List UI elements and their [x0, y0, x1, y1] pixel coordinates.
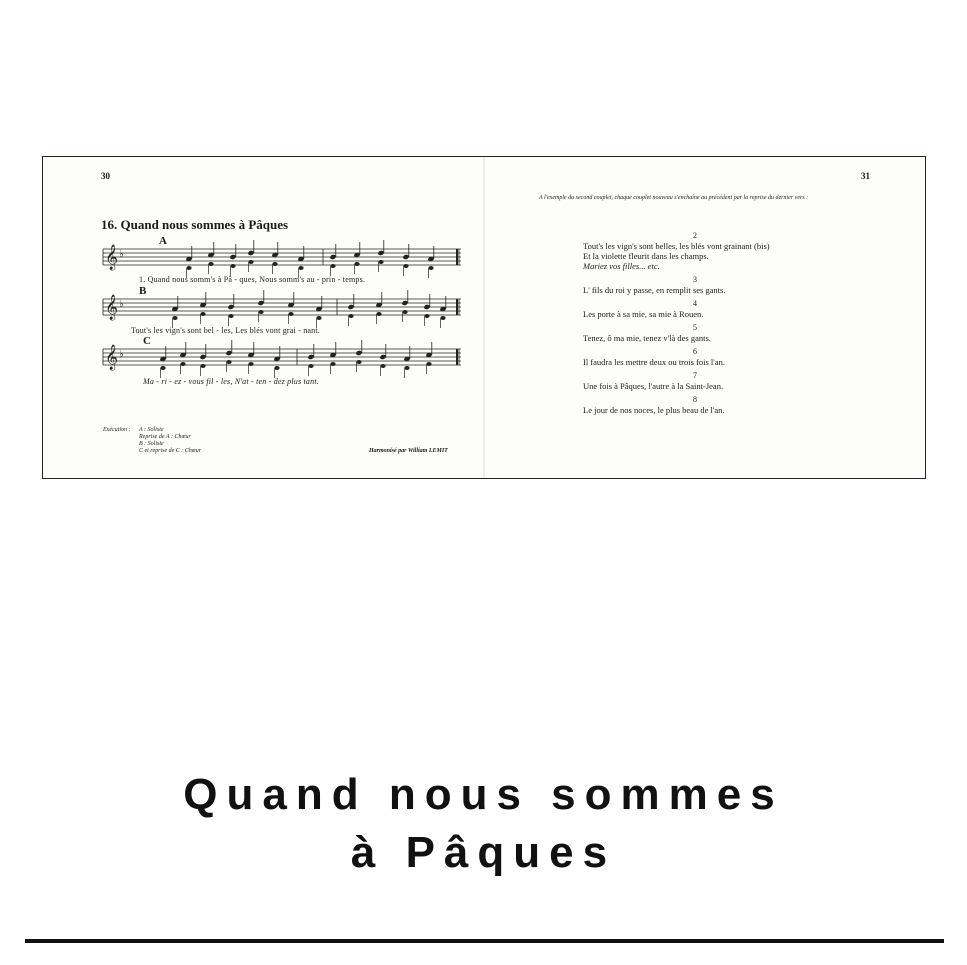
- staff-letter: C: [143, 335, 151, 347]
- treble-clef-icon: 𝄞: [105, 295, 119, 320]
- verse-line: Tenez, ô ma mie, tenez v'là des gants.: [583, 333, 711, 343]
- verse-line: L' fils du roi y passe, en remplit ses gants.: [583, 285, 726, 295]
- verse: [583, 395, 863, 415]
- verse: [583, 347, 863, 367]
- staff-b-notation: [101, 285, 463, 330]
- note-head-lower: [228, 314, 233, 318]
- caption-title-line-2: à Pâques: [350, 828, 617, 877]
- treble-clef-icon: 𝄞: [105, 245, 119, 270]
- harmonization-credit: Harmonisé par William LEMIT: [369, 448, 448, 454]
- verse-number: 3: [693, 275, 697, 284]
- note-head-lower: [308, 364, 313, 368]
- note-head-lower: [200, 312, 205, 316]
- execution-line: Reprise de A : Chœur: [139, 434, 191, 440]
- note-head-lower: [258, 310, 263, 314]
- note-head-lower: [356, 360, 361, 364]
- verse-line: Il faudra les mettre deux ou trois fois l'an.: [583, 357, 725, 367]
- caption-title-line-1: Quand nous sommes: [183, 770, 784, 819]
- note-head-lower: [354, 262, 359, 266]
- staff-letter: A: [159, 235, 167, 247]
- verse: [583, 371, 863, 391]
- verse: [583, 299, 863, 319]
- note-head-lower: [272, 262, 277, 266]
- verses: [583, 227, 863, 415]
- verse-number: 6: [693, 347, 697, 356]
- verse-number: 8: [693, 395, 697, 404]
- staff-c-notation: [101, 335, 463, 380]
- song-title: 16. Quand nous sommes à Pâques: [101, 217, 289, 232]
- note-head-lower: [230, 264, 235, 268]
- staff-letter: B: [139, 285, 147, 297]
- note-head-lower: [402, 310, 407, 314]
- note-head-lower: [248, 362, 253, 366]
- verse: [583, 323, 863, 343]
- verse-number: 4: [693, 299, 697, 308]
- flat-sign-icon: ♭: [119, 299, 124, 310]
- note-head-lower: [378, 260, 383, 264]
- songbook-scan: [42, 156, 926, 479]
- note-head-lower: [274, 366, 279, 370]
- verse-line: Mariez vos filles... etc.: [583, 261, 660, 271]
- verse-line: Tout's les vign's sont belles, les blés vont grainant (bis): [583, 241, 770, 251]
- note-head-lower: [376, 312, 381, 316]
- verse-line: Le jour de nos noces, le plus beau de l'an.: [583, 405, 725, 415]
- treble-clef-icon: 𝄞: [105, 345, 119, 370]
- page-gutter: [483, 157, 485, 478]
- verse-line: Les porte à sa mie, sa mie à Rouen.: [583, 309, 704, 319]
- flat-sign-icon: ♭: [119, 349, 124, 360]
- note-head-lower: [316, 316, 321, 320]
- execution-line: B : Soliste: [139, 441, 164, 447]
- note-head-lower: [172, 316, 177, 320]
- execution-line: C et reprise de C : Chœur: [139, 448, 202, 454]
- verse-line: Et la violette fleurit dans les champs.: [583, 251, 709, 261]
- note-head-lower: [208, 262, 213, 266]
- note-head-lower: [403, 264, 408, 268]
- couplet-intro: A l'exemple du second couplet, chaque couplet nouveau s'enchaîne au précédent par la reprise du dernier vers :: [539, 195, 809, 201]
- note-head-lower: [288, 312, 293, 316]
- execution-line: A : Soliste: [139, 427, 164, 433]
- note-head-lower: [348, 314, 353, 318]
- verse: [583, 275, 863, 295]
- verse-number: 2: [693, 231, 697, 240]
- flat-sign-icon: ♭: [119, 249, 124, 260]
- note-head-lower: [160, 366, 165, 370]
- verse-number: 7: [693, 371, 697, 380]
- note-head-lower: [226, 360, 231, 364]
- staff-lyrics: 1. Quand nous somm's à Pâ - ques, Nous somm's au - prin - temps.: [139, 275, 366, 284]
- note-head-lower: [180, 362, 185, 366]
- staff-a-notation: [101, 235, 463, 280]
- note-head-lower: [186, 266, 191, 270]
- note-head-lower: [426, 362, 431, 366]
- staff-lyrics: Ma - ri - ez - vous fil - les, N'at - ten - dez plus tant.: [143, 377, 319, 386]
- note-head-lower: [428, 266, 433, 270]
- verse-number: 5: [693, 323, 697, 332]
- verse: [583, 231, 863, 271]
- bottom-rule: [25, 939, 944, 943]
- note-head-lower: [330, 362, 335, 366]
- note-head-lower: [200, 364, 205, 368]
- note-head-lower: [298, 266, 303, 270]
- note-head-lower: [404, 366, 409, 370]
- verse-line: Une fois à Pâques, l'autre à la Saint-Jean.: [583, 381, 724, 391]
- left-page-number: 30: [101, 171, 110, 181]
- execution-label: Exécution :: [103, 427, 131, 433]
- right-page-number: 31: [861, 171, 870, 181]
- note-head-lower: [440, 316, 445, 320]
- note-head-lower: [424, 314, 429, 318]
- note-head-lower: [380, 364, 385, 368]
- note-head-lower: [330, 264, 335, 268]
- note-head-lower: [248, 260, 253, 264]
- staff-lyrics: Tout's les vign's sont bel - les, Les blés vont grai - nant.: [131, 326, 320, 335]
